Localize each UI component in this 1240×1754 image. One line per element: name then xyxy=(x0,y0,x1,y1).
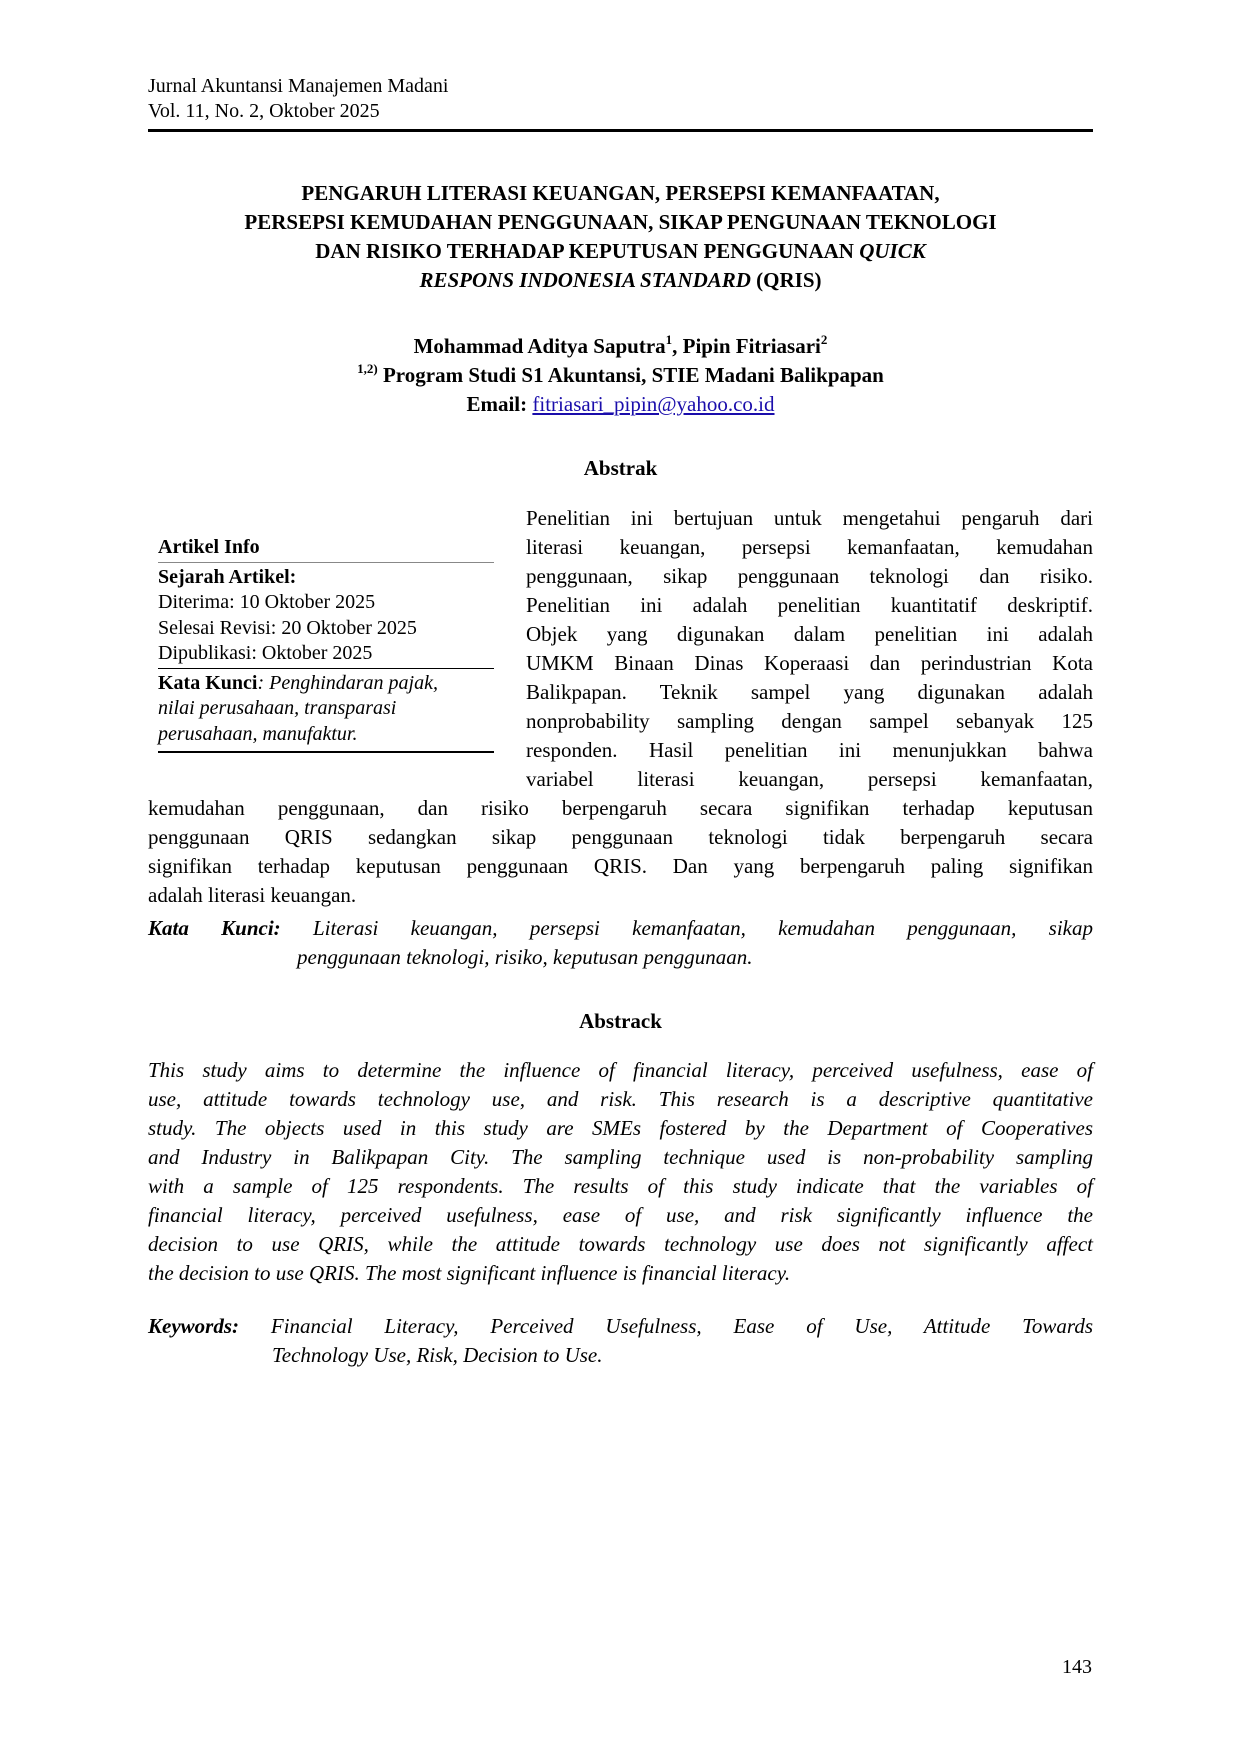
running-header xyxy=(148,74,449,124)
kata-kunci xyxy=(148,914,1093,972)
text-line: the decision to use QRIS. The most significant influence is financial literacy. xyxy=(148,1261,791,1285)
email-link[interactable]: fitriasari_pipin@yahoo.co.id xyxy=(532,392,775,416)
text-line: responden. Hasil penelitian ini menunjukkan bahwa xyxy=(526,738,1093,762)
keywords xyxy=(148,1312,1093,1370)
abstrak-text-full xyxy=(148,794,1093,910)
sejarah-label: Sejarah Artikel: xyxy=(158,565,297,588)
text-line: Objek yang digunakan dalam penelitian ini adalah xyxy=(526,622,1093,646)
info-keywords-line: nilai perusahaan, transparasi xyxy=(158,697,397,719)
text-line: study. The objects used in this study are SMEs fostered by the Department of Cooperatives xyxy=(148,1116,1093,1140)
text-line: use, attitude towards technology use, and risk. This research is a descriptive quantitative xyxy=(148,1087,1093,1111)
abstract-english xyxy=(148,1056,1093,1288)
info-divider xyxy=(158,562,494,563)
title-line-1: PENGARUH LITERASI KEUANGAN, PERSEPSI KEMANFAATAN, xyxy=(301,181,940,205)
keywords-line: Keywords: Financial Literacy, Perceived Usefulness, Ease of Use, Attitude Towards xyxy=(148,1314,1093,1338)
info-keywords: Kata Kunci: Penghindaran pajak, xyxy=(158,671,438,694)
text-line: Balikpapan. Teknik sampel yang digunakan adalah xyxy=(526,680,1093,704)
header-rule xyxy=(148,129,1093,132)
title-line-4: RESPONS INDONESIA STANDARD (QRIS) xyxy=(419,268,822,292)
text-line: and Industry in Balikpapan City. The sampling technique used is non-probability sampling xyxy=(148,1145,1093,1169)
text-line: UMKM Binaan Dinas Koperaasi dan perindustrian Kota xyxy=(526,651,1093,675)
abstrak-heading: Abstrak xyxy=(583,456,658,480)
text-line: nonprobability sampling dengan sampel sebanyak 125 xyxy=(526,709,1093,733)
text-line: This study aims to determine the influence of financial literacy, perceived usefulness, ease of xyxy=(148,1058,1093,1082)
revisi-date: Selesai Revisi: 20 Oktober 2025 xyxy=(158,616,417,639)
text-line: variabel literasi keuangan, persepsi kemanfaatan, xyxy=(526,767,1093,791)
info-keywords-line: perusahaan, manufaktur. xyxy=(158,722,358,745)
keywords-line: Technology Use, Risk, Decision to Use. xyxy=(272,1343,603,1367)
author-block xyxy=(148,332,1093,419)
info-bottom-rule xyxy=(158,751,494,753)
journal-name: Jurnal Akuntansi Manajemen Madani xyxy=(148,75,449,97)
text-line: financial literacy, perceived usefulness, ease of use, and risk significantly influence the xyxy=(148,1203,1093,1227)
abstrak-text-right xyxy=(526,504,1093,794)
text-line: kemudahan penggunaan, dan risiko berpengaruh secara signifikan terhadap keputusan xyxy=(148,796,1093,820)
text-line: literasi keuangan, persepsi kemanfaatan, kemudahan xyxy=(526,535,1093,559)
affiliation: $^{1,2)}$ Program Studi S1 Akuntansi, STIE Madani Balikpapan xyxy=(357,361,884,387)
diterima-date: Diterima: 10 Oktober 2025 xyxy=(158,591,376,613)
kata-kunci-line: Kata Kunci: Literasi keuangan, persepsi kemanfaatan, kemudahan penggunaan, sikap xyxy=(148,916,1093,940)
text-line: signifikan terhadap keputusan penggunaan QRIS. Dan yang berpengaruh paling signifikan xyxy=(148,854,1093,878)
kata-kunci-line: penggunaan teknologi, risiko, keputusan penggunaan. xyxy=(297,945,753,969)
title-line-3: DAN RISIKO TERHADAP KEPUTUSAN PENGGUNAAN QUICK xyxy=(315,239,926,263)
paper-title xyxy=(148,179,1093,295)
journal-volume: Vol. 11, No. 2, Oktober 2025 xyxy=(148,100,380,122)
text-line: Penelitian ini bertujuan untuk mengetahui pengaruh dari xyxy=(526,506,1093,530)
title-line-2: PERSEPSI KEMUDAHAN PENGGUNAAN, SIKAP PENGUNAAN TEKNOLOGI xyxy=(244,210,997,234)
text-line: penggunaan QRIS sedangkan sikap penggunaan teknologi tidak berpengaruh secara xyxy=(148,825,1093,849)
author-names: Mohammad Aditya Saputra$^1$, Pipin Fitriasari$^2$ xyxy=(413,332,828,358)
text-line: decision to use QRIS, while the attitude towards technology use does not significantly affect xyxy=(148,1232,1093,1256)
artikel-info-heading: Artikel Info xyxy=(158,536,260,558)
abstract-heading: Abstrack xyxy=(579,1009,662,1033)
page-number: 143 xyxy=(1062,1656,1092,1678)
info-divider xyxy=(158,668,494,669)
text-line: penggunaan, sikap penggunaan teknologi dan risiko. xyxy=(526,564,1093,588)
text-line: adalah literasi keuangan. xyxy=(148,883,357,907)
text-line: with a sample of 125 respondents. The results of this study indicate that the variables of xyxy=(148,1174,1093,1198)
publikasi-date: Dipublikasi: Oktober 2025 xyxy=(158,642,373,664)
artikel-info-box xyxy=(158,535,494,753)
text-line: Penelitian ini adalah penelitian kuantitatif deskriptif. xyxy=(526,593,1093,617)
email-line: Email: fitriasari_pipin@yahoo.co.id xyxy=(466,392,775,416)
